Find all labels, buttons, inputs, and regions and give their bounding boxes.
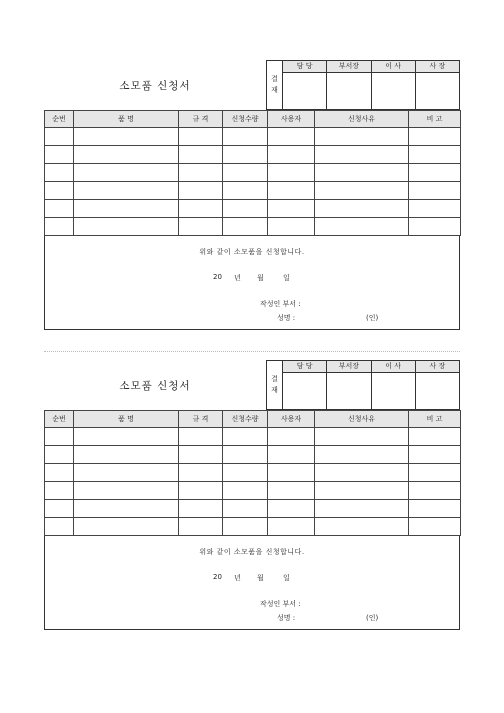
column-header-remarks: 비 고	[409, 411, 461, 428]
table-cell[interactable]	[268, 218, 315, 236]
approval-box	[266, 360, 460, 410]
table-header-row	[45, 111, 461, 128]
table-cell[interactable]	[268, 182, 315, 200]
date-day-label: 일	[283, 274, 290, 282]
table-cell[interactable]	[409, 146, 461, 164]
supply-request-form-2	[44, 360, 460, 630]
column-header-no: 순번	[45, 411, 74, 428]
table-cell[interactable]	[179, 218, 223, 236]
table-cell[interactable]	[179, 482, 223, 500]
table-cell[interactable]	[74, 128, 179, 146]
column-header-user: 사용자	[268, 111, 315, 128]
table-cell[interactable]	[409, 164, 461, 182]
approval-label-top: 결	[271, 75, 278, 83]
table-cell[interactable]	[74, 218, 179, 236]
date-month-label: 월	[257, 574, 264, 582]
table-cell[interactable]	[315, 428, 409, 446]
table-cell[interactable]	[179, 200, 223, 218]
table-cell[interactable]	[45, 182, 74, 200]
table-cell[interactable]	[268, 128, 315, 146]
approval-column-director	[372, 61, 416, 109]
table-cell[interactable]	[315, 500, 409, 518]
table-cell[interactable]	[409, 428, 461, 446]
table-cell[interactable]	[315, 518, 409, 536]
date-year-label: 년	[234, 274, 241, 282]
table-cell[interactable]	[223, 464, 268, 482]
column-header-spec: 규 격	[179, 111, 223, 128]
table-cell[interactable]	[223, 482, 268, 500]
table-cell[interactable]	[45, 146, 74, 164]
table-cell[interactable]	[45, 518, 74, 536]
items-table	[44, 410, 461, 536]
approval-sign-cell[interactable]	[416, 73, 459, 109]
table-cell[interactable]	[315, 446, 409, 464]
table-cell[interactable]	[179, 164, 223, 182]
table-cell[interactable]	[45, 218, 74, 236]
table-cell[interactable]	[268, 164, 315, 182]
table-cell[interactable]	[223, 164, 268, 182]
table-cell[interactable]	[179, 428, 223, 446]
table-header-row	[45, 411, 461, 428]
table-cell[interactable]	[45, 482, 74, 500]
approval-column-president	[416, 361, 459, 409]
approval-label	[267, 61, 283, 109]
approval-label-bottom: 재	[271, 386, 278, 394]
table-cell[interactable]	[409, 518, 461, 536]
table-row	[45, 146, 461, 164]
table-cell[interactable]	[315, 128, 409, 146]
table-cell[interactable]	[315, 218, 409, 236]
table-cell[interactable]	[223, 200, 268, 218]
approval-role: 이 사	[372, 361, 415, 373]
column-header-item: 품 명	[74, 111, 179, 128]
table-cell[interactable]	[268, 464, 315, 482]
table-cell[interactable]	[223, 446, 268, 464]
column-header-no: 순번	[45, 111, 74, 128]
items-table	[44, 110, 461, 236]
table-cell[interactable]	[315, 200, 409, 218]
table-cell[interactable]	[179, 518, 223, 536]
applicant-dept-label: 작성인 부서 :	[260, 300, 301, 308]
table-cell[interactable]	[45, 500, 74, 518]
date-year-prefix: 20	[213, 273, 222, 281]
table-cell[interactable]	[74, 200, 179, 218]
table-cell[interactable]	[223, 218, 268, 236]
table-cell[interactable]	[74, 428, 179, 446]
table-cell[interactable]	[179, 128, 223, 146]
column-header-reason: 신청사유	[315, 411, 409, 428]
form-header	[44, 360, 460, 410]
approval-sign-cell[interactable]	[327, 73, 370, 109]
table-cell[interactable]	[268, 500, 315, 518]
table-cell[interactable]	[74, 164, 179, 182]
table-row	[45, 218, 461, 236]
date-month-label: 월	[257, 274, 264, 282]
table-cell[interactable]	[268, 146, 315, 164]
table-cell[interactable]	[179, 182, 223, 200]
approval-role: 담 당	[283, 361, 326, 373]
approval-label-top: 결	[271, 375, 278, 383]
table-cell[interactable]	[223, 146, 268, 164]
approval-box	[266, 60, 460, 110]
applicant-name-label: 성명 :	[277, 314, 296, 322]
table-cell[interactable]	[409, 464, 461, 482]
table-cell[interactable]	[74, 482, 179, 500]
approval-sign-cell[interactable]	[372, 73, 415, 109]
table-cell[interactable]	[45, 446, 74, 464]
table-cell[interactable]	[268, 446, 315, 464]
column-header-reason: 신청사유	[315, 111, 409, 128]
form-header	[44, 60, 460, 110]
table-cell[interactable]	[409, 482, 461, 500]
table-row	[45, 200, 461, 218]
table-cell[interactable]	[74, 518, 179, 536]
table-cell[interactable]	[409, 182, 461, 200]
table-row	[45, 518, 461, 536]
table-cell[interactable]	[268, 518, 315, 536]
table-cell[interactable]	[409, 218, 461, 236]
seal-mark: (인)	[366, 314, 379, 322]
table-cell[interactable]	[409, 200, 461, 218]
table-cell[interactable]	[179, 146, 223, 164]
table-cell[interactable]	[315, 182, 409, 200]
request-statement-box	[44, 536, 460, 630]
form-title: 소모품 신청서	[119, 80, 191, 92]
table-cell[interactable]	[74, 446, 179, 464]
form-title: 소모품 신청서	[119, 380, 191, 392]
table-cell[interactable]	[179, 500, 223, 518]
table-cell[interactable]	[223, 128, 268, 146]
approval-column-director	[372, 361, 416, 409]
table-cell[interactable]	[223, 182, 268, 200]
table-cell[interactable]	[409, 128, 461, 146]
approval-label-bottom: 재	[271, 86, 278, 94]
table-cell[interactable]	[268, 200, 315, 218]
table-cell[interactable]	[45, 428, 74, 446]
table-cell[interactable]	[45, 464, 74, 482]
table-cell[interactable]	[268, 482, 315, 500]
approval-label	[267, 361, 283, 409]
table-cell[interactable]	[223, 428, 268, 446]
applicant-name-label: 성명 :	[277, 614, 296, 622]
approval-sign-cell[interactable]	[327, 373, 370, 409]
approval-sign-cell[interactable]	[372, 373, 415, 409]
date-day-label: 일	[283, 574, 290, 582]
seal-mark: (인)	[366, 614, 379, 622]
column-header-remarks: 비 고	[409, 111, 461, 128]
column-header-qty: 신청수량	[223, 411, 268, 428]
approval-sign-cell[interactable]	[416, 373, 459, 409]
date-year-prefix: 20	[213, 573, 222, 581]
table-cell[interactable]	[409, 446, 461, 464]
table-cell[interactable]	[315, 482, 409, 500]
table-cell[interactable]	[315, 164, 409, 182]
request-declaration: 위와 같이 소모품을 신청합니다.	[199, 548, 305, 556]
approval-column-staff	[283, 361, 327, 409]
approval-sign-cell[interactable]	[283, 73, 326, 109]
table-row	[45, 500, 461, 518]
table-row	[45, 446, 461, 464]
table-cell[interactable]	[45, 128, 74, 146]
applicant-dept-label: 작성인 부서 :	[260, 600, 301, 608]
table-cell[interactable]	[315, 464, 409, 482]
table-cell[interactable]	[74, 464, 179, 482]
table-cell[interactable]	[179, 446, 223, 464]
table-cell[interactable]	[74, 500, 179, 518]
approval-role: 사 장	[416, 61, 459, 73]
table-cell[interactable]	[74, 146, 179, 164]
column-header-qty: 신청수량	[223, 111, 268, 128]
table-cell[interactable]	[315, 146, 409, 164]
table-cell[interactable]	[74, 182, 179, 200]
approval-role: 담 당	[283, 61, 326, 73]
table-row	[45, 482, 461, 500]
approval-column-manager	[327, 361, 371, 409]
table-row	[45, 164, 461, 182]
request-statement-box	[44, 236, 460, 330]
table-cell[interactable]	[409, 500, 461, 518]
table-cell[interactable]	[45, 200, 74, 218]
table-cell[interactable]	[223, 518, 268, 536]
column-header-user: 사용자	[268, 411, 315, 428]
request-declaration: 위와 같이 소모품을 신청합니다.	[199, 248, 305, 256]
approval-column-manager	[327, 61, 371, 109]
approval-role: 부서장	[327, 361, 370, 373]
approval-sign-cell[interactable]	[283, 373, 326, 409]
approval-role: 이 사	[372, 61, 415, 73]
date-year-label: 년	[234, 574, 241, 582]
table-row	[45, 182, 461, 200]
approval-role: 사 장	[416, 361, 459, 373]
table-cell[interactable]	[223, 500, 268, 518]
approval-column-staff	[283, 61, 327, 109]
table-row	[45, 128, 461, 146]
approval-column-president	[416, 61, 459, 109]
column-header-spec: 규 격	[179, 411, 223, 428]
column-header-item: 품 명	[74, 411, 179, 428]
table-cell[interactable]	[179, 464, 223, 482]
table-cell[interactable]	[45, 164, 74, 182]
approval-role: 부서장	[327, 61, 370, 73]
cut-line-divider	[44, 351, 460, 352]
table-row	[45, 464, 461, 482]
table-row	[45, 428, 461, 446]
supply-request-form-1	[44, 60, 460, 330]
table-cell[interactable]	[268, 428, 315, 446]
